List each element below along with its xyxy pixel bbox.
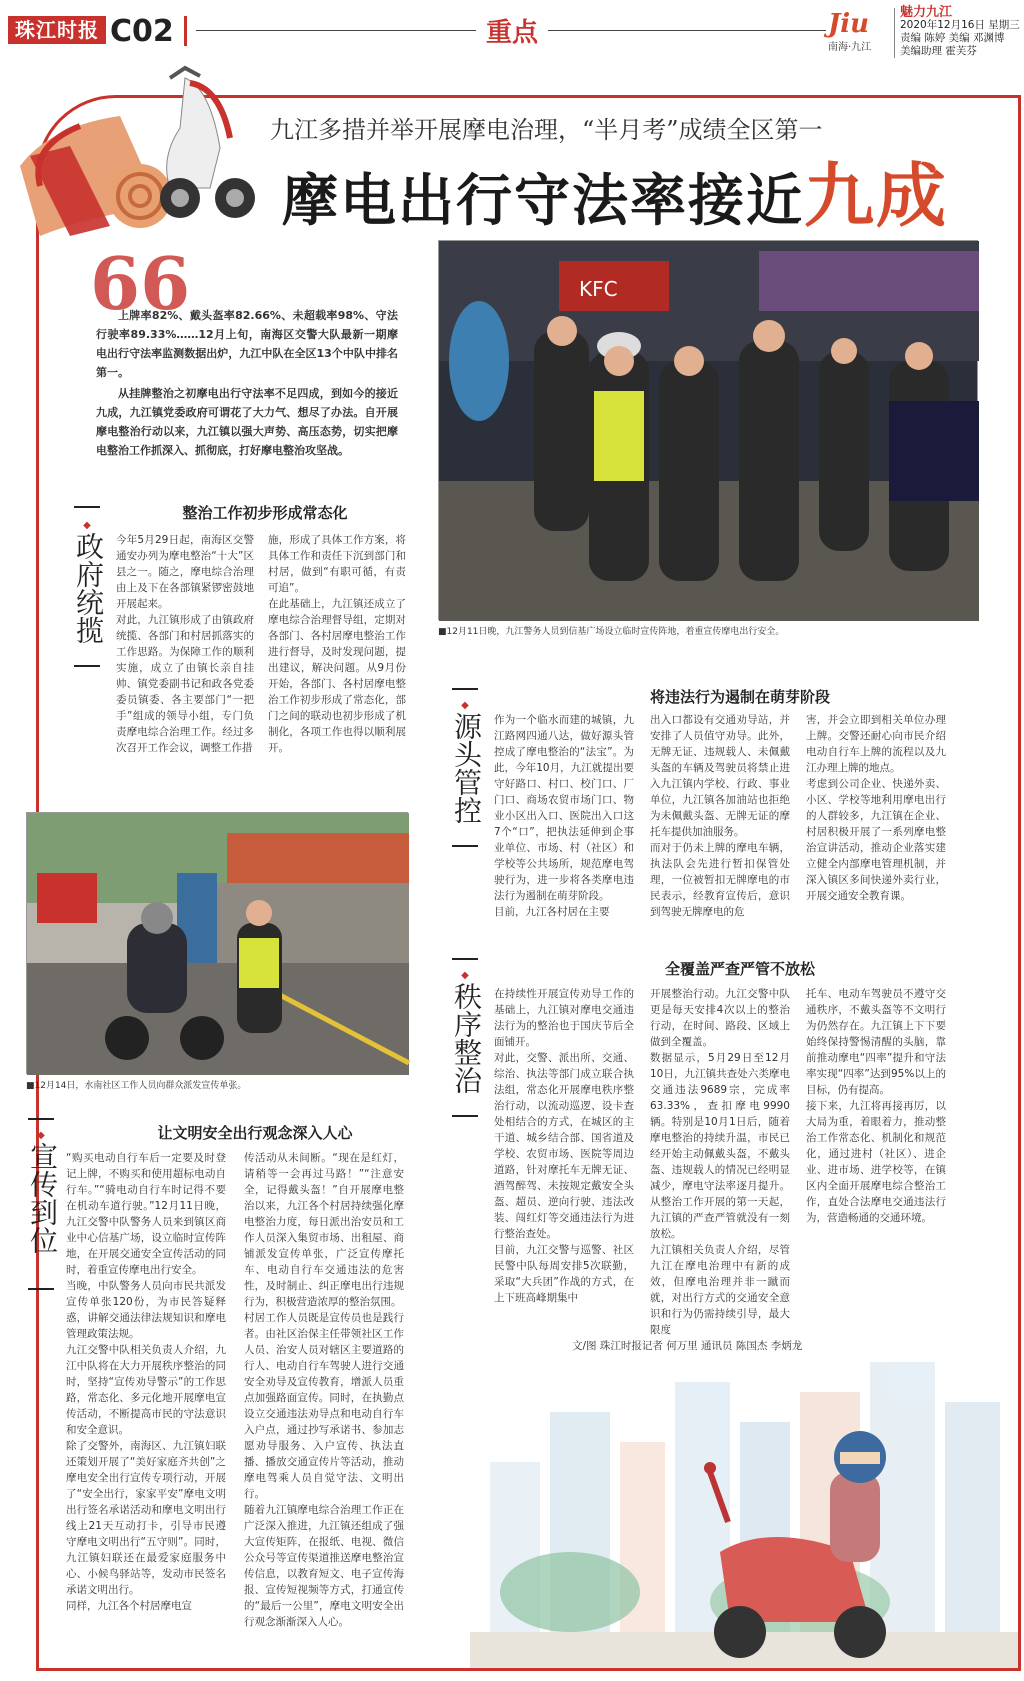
section-rule — [74, 665, 100, 667]
paper-name: 珠江时报 — [8, 16, 106, 44]
masthead — [0, 0, 1024, 57]
rider-illustration-icon — [470, 1352, 1018, 1668]
scooter-illustration-icon — [140, 48, 260, 228]
byline: 文/图 珠江时报记者 何万里 通讯员 陈国杰 李炳龙 — [572, 1340, 803, 1352]
meta-divider — [894, 8, 895, 58]
lead-paragraph: 从挂牌整治之初摩电出行守法率不足四成，到如今的接近九成，九江镇党委政府可谓花了大力气、想尽了办法。自开展摩电整治行动以来，九江镇以强大声势、高压态势，切实把摩电整治工作抓深入、抓彻底，打好摩电整治攻坚战。 — [96, 387, 398, 457]
section-rule — [452, 845, 478, 847]
quote-mark: 66 — [90, 241, 191, 326]
headline-subtitle: 九江多措并举开展摩电治理，“半月考”成绩全区第一 — [270, 116, 823, 144]
section-column: 作为一个临水而建的城镇，九江路网四通八达，做好源头管控成了摩电整治的“法宝”。为此，今年10月，九江就提出要守好路口、村口、校门口、厂门口、商场农贸市场门口、物业小区出入口、医院出入口这7个“口”，把执法延伸到企事业单位、市场、村（社区）和学校等公共场所，规范摩电驾驶行为，进一步将各类摩电违法行为遏制在萌芽阶段。 目前，九江各村居在主要 — [494, 714, 634, 918]
lead-paragraph: 上牌率82%、戴头盔率82.66%、未超载率98%、守法行驶率89.33%……12月上旬，南海区交警大队最新一期摩电出行守法率监测数据出炉，九江中队在全区13个中队中排名第一。 — [96, 309, 398, 379]
page-number: C02 — [110, 14, 174, 49]
top-photo — [438, 240, 978, 620]
section-label-order — [450, 970, 483, 1101]
mid-photo — [26, 812, 408, 1074]
bullet-icon: ◆ — [461, 700, 469, 711]
section-column: “购买电动自行车后一定要及时登记上牌，不购买和使用超标电动自行车。”“骑电动自行车时记得不要在机动车道行驶。”12月11日晚，九江交警中队警务人员来到镇区商业中心信基广场，设立临时宣传阵地，在开展交通安全宣传活动的同时，着重宣传摩电出行安全。 当晚，中队警务人员向市民共派发宣传单张120份，为市民答疑释惑，讲解交通法律法规知识和摩电管理政策法规。 九江交警中队相关负责人介绍，九江中队将在大力开展秩序整治的同时，坚持“宣传劝导警示”的工作思路，常态化、多元化地开展摩电宣传活动，不断提高市民的守法意识和安全意识。 除了交警外，南海区、九江镇妇联还策划开展了“美好家庭齐共创”之摩电安全出行宣传专项行动，开展了“安全出行，家家平安”摩电文明出行签名承诺活动和摩电文明出行线上21天互动打卡，引导市民遵守摩电文明出行“五守则”。同时，九江镇妇联还在最爱家庭服务中心、小候鸟驿站等，发动市民签名承诺文明出行。 同样，九江各个村居摩电宣 — [66, 1152, 226, 1612]
masthead-divider — [184, 16, 187, 46]
logo-text: 南海·九江 — [828, 42, 872, 53]
section-rule — [452, 1115, 478, 1117]
section-rule — [74, 506, 100, 508]
editor-line: 责编 陈婷 美编 邓渊博 — [900, 32, 1005, 44]
vertical-label: 宣传到位 — [26, 1142, 59, 1254]
section-column: 施，形成了具体工作方案，将具体工作和责任下沉到部门和村居，做到“有职可循，有责可追”。 在此基础上，九江镇还成立了摩电综合治理督导组，定期对各部门、各村居摩电整治工作进行督导，及时发现问题，提出建议，解决问题。从9月份开始，各部门、各村居摩电整治工作初步形成了常态化，部门之间的联动也初步形成了机制化，各项工作也得以顺利展开。 — [268, 534, 406, 754]
police-crowd-scene — [439, 241, 979, 621]
vertical-label: 政府统揽 — [72, 532, 105, 644]
bullet-icon: ◆ — [37, 1130, 45, 1141]
headline-main: 摩电出行守法率接近 — [282, 168, 804, 234]
vertical-label: 秩序整治 — [450, 982, 483, 1094]
logo-script: Jiu — [828, 9, 870, 39]
section-column: 在持续性开展宣传劝导工作的基础上，九江镇对摩电交通违法行为的整治也于国庆节后全面铺开。 对此，交警、派出所、交通、综治、执法等部门成立联合执法组，常态化开展摩电秩序整治行动，以流动巡逻、设卡查处相结合的方式，在城区的主干道、城乡结合部、国省道及学校、农贸市场、医院等周边道路，针对摩托车无牌无证、酒驾醉驾、未按规定戴安全头盔、超员、逆向行驶、违法改装、闯红灯等交通违法行为进行整治查处。 目前，九江交警与巡警、社区民警中队每周安排5次联勤，采取“大兵团”作战的方式，在上下班高峰期集中 — [494, 988, 634, 1304]
section-heading: 整治工作初步形成常态化 — [182, 504, 348, 522]
bullet-icon: ◆ — [83, 520, 91, 531]
section-rule — [28, 1118, 54, 1120]
section-label-gov — [72, 520, 105, 651]
lead-text — [96, 306, 398, 462]
section-rule — [452, 688, 478, 690]
jiujiang-logo — [828, 10, 890, 54]
section-column: 开展整治行动。九江交警中队更是每天安排4次以上的整治行动，在时间、路段、区域上做到全覆盖。 数据显示，5月29日至12月10日，九江镇共查处六类摩电交通违法9689宗，完成率63.33%，查扣摩电9990辆。特别是10月1日后，随着摩电整治的持续升温，市民已经开始主动佩戴头盔，不戴头盔、违规载人的情况已经明显减少，摩电守法率逐月提升。从整治工作开展的第一天起，九江镇的严查严管就没有一刻放松。 九江镇相关负责人介绍，尽管九江在摩电治理中有新的成效，但摩电治理并非一蹴而就，对出行方式的交通安全意识和行为仍需持续引导，最大限度 — [650, 988, 790, 1336]
scooter-street-scene — [27, 813, 409, 1075]
section-heading: 全覆盖严查严管不放松 — [664, 960, 815, 978]
date-line: 2020年12月16日 星期三 — [900, 19, 1020, 31]
section-name: 重点 — [476, 12, 548, 49]
section-rule — [28, 1288, 54, 1290]
kfc-sign: KFC — [579, 277, 618, 301]
section-heading: 将违法行为遏制在萌芽阶段 — [649, 688, 830, 706]
assistant-line: 美编助理 霍芙芬 — [900, 45, 977, 57]
vertical-label: 源头管控 — [450, 712, 483, 824]
section-label-publicity — [26, 1130, 59, 1261]
section-rule — [452, 958, 478, 960]
section-column: 出入口都设有交通劝导站，并安排了人员值守劝导。此外，无牌无证、违规载人、未佩戴头盔的车辆及驾驶员将禁止进入九江镇内学校、行政、事业单位，九江镇各加油站也拒绝为未佩戴头盔、无牌无证的摩托车提供加油服务。 而对于仍未上牌的摩电车辆，执法队会先进行暂扣保管处理，一位被暂扣无牌摩电的市民表示，经教育宣传后，意识到驾驶无牌摩电的危 — [650, 714, 790, 918]
top-photo-caption: ■12月11日晚，九江警务人员到信基广场设立临时宣传阵地，着重宣传摩电出行安全。 — [438, 627, 785, 637]
brush-title: 魅力九江 — [900, 5, 953, 20]
headline-title — [282, 140, 1002, 241]
section-heading: 让文明安全出行观念深入人心 — [157, 1124, 353, 1142]
issue-meta — [900, 6, 1024, 58]
section-column: 托车、电动车驾驶员不遵守交通秩序，不戴头盔等不文明行为仍然存在。九江镇上下下要始终保持警惕清醒的头脑，靠前推动摩电“四率”提升和守法率实现“四率”达到95%以上的目标，仍有提高。 接下来，九江将再接再厉，以大局为重，着眼着力，推动整治工作常态化、机制化和规范化，通过进村（社区）、进企业、进市场、进学校等，在镇区内全面开展摩电综合整治工作，直处合法摩电交通违法行为，营造畅通的交通环境。 — [806, 988, 946, 1224]
mid-photo-caption: ■12月14日，水南社区工作人员向群众派发宣传单张。 — [26, 1081, 247, 1091]
section-column: 传活动从未间断。“现在是红灯，请稍等一会再过马路！”“注意安全，记得戴头盔！”自开展摩电整治以来，九江各个村居持续强化摩电整治力度，每日派出治安员和工作人员深入集贸市场、出租屋、商铺派发宣传单张，广泛宣传摩托车、电动自行车交通违法的危害性，及时制止、纠正摩电出行违规行为，积极营造浓厚的整治氛围。 村居工作人员既是宣传员也是践行者。由社区治保主任带领社区工作人员、治安人员对辖区主要道路的行人、电动自行车驾驶人进行交通安全劝导及宣传教育，增派人员重点加强路面宣传。同时，在执勤点设立交通违法劝导点和电动自行车入户点，通过抄写承诺书、参加志愿劝导服务、入户宣传、执法直播、播放交通宣传片等活动，推动摩电驾乘人员自觉守法、文明出行。 随着九江镇摩电综合治理工作正在广泛深入推进，九江镇还组成了强大宣传矩阵，在报纸、电视、微信公众号等宣传渠道推送摩电整治宣传信息，以教育短文、电子宣传海报、宣传短视频等方式，打通宣传的“最后一公里”，摩电文明安全出行观念渐渐深入人心。 — [244, 1152, 404, 1628]
section-label-source — [450, 700, 483, 831]
section-column: 害，并会立即到相关单位办理上牌。交警还耐心向市民介绍电动自行车上牌的流程以及九江办理上牌的地点。 考虑到公司企业、快递外卖、小区、学校等地利用摩电出行的人群较多，九江镇在企业、村居积极开展了一系列摩电整治宣讲活动，推动企业落实建立健全内部摩电管理机制，并深入镇区多间快递外卖行业，开展交通安全教育课。 — [806, 714, 946, 902]
bullet-icon: ◆ — [461, 970, 469, 981]
section-column: 今年5月29日起，南海区交警通安办列为摩电整治“十大”区县之一。随之，摩电综合治理由上及下在各部镇紧锣密鼓地开展起来。 对此，九江镇形成了由镇政府统揽、各部门和村居抓落实的工作思路。为保障工作的顺利实施，成立了由镇长亲自挂帅、镇党委副书记和政各党委委员镇委、各主要部门“一把手”组成的领导小组，专门负责摩电综合治理工作。经过多次召开工作会议，调整工作措 — [116, 534, 254, 754]
headline-highlight: 九成 — [804, 154, 948, 237]
